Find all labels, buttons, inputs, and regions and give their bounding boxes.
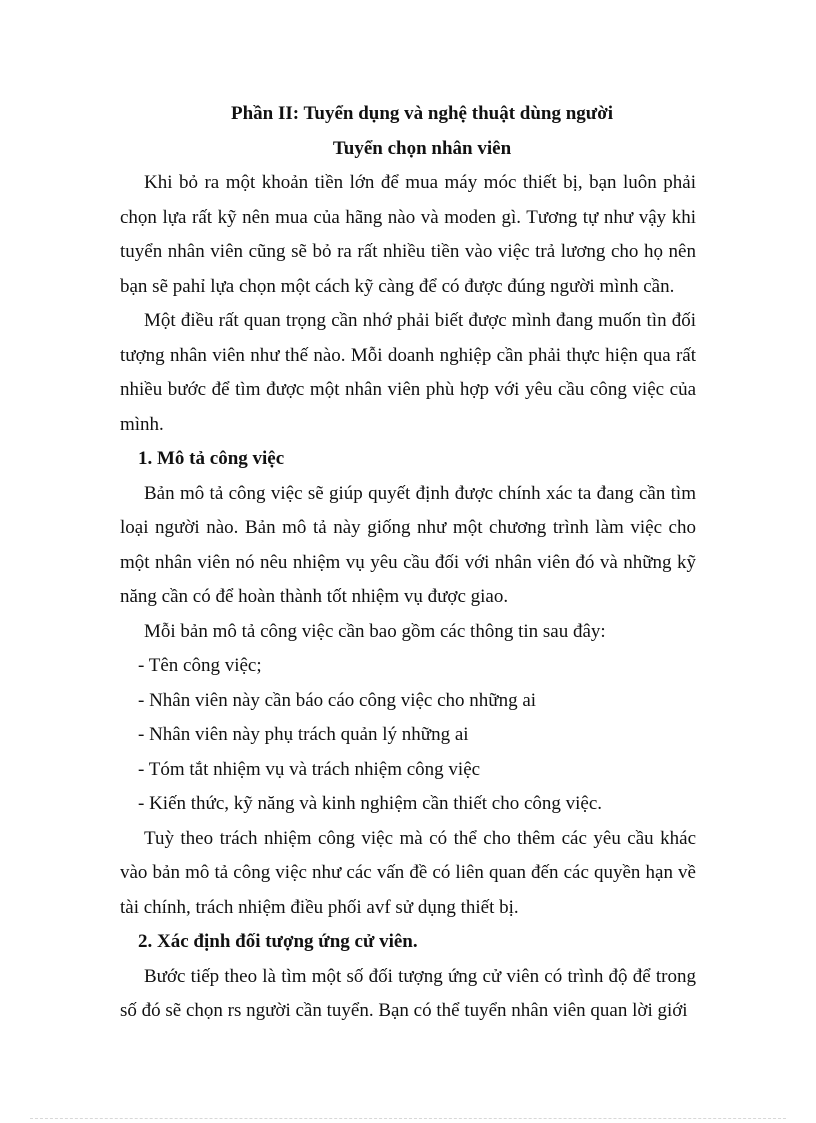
intro-paragraph: Khi bỏ ra một khoản tiền lớn để mua máy móc thiết bị, bạn luôn phải chọn lựa rất kỹ nên mua của hãng nào và moden gì. Tương tự như vậy khi tuyển nhân viên cũng sẽ bỏ ra rất nhiều tiền vào việc trả lương cho họ nên bạn sẽ pahỉ lựa chọn một cách kỹ càng để có được đúng người mình cần.: [120, 172, 696, 297]
section-heading-candidates: 2. Xác định đối tượng ứng cử viên.: [138, 931, 418, 952]
document-body: [120, 97, 696, 1029]
list-item: - Nhân viên này cần báo cáo công việc cho những ai: [138, 689, 537, 711]
list-item: - Nhân viên này phụ trách quản lý những ai: [138, 724, 469, 745]
page-title: Phần II: Tuyển dụng và nghệ thuật dùng người: [230, 103, 614, 124]
page-bottom-divider: [30, 1118, 786, 1119]
section2-paragraph: Bước tiếp theo là tìm một số đối tượng ứng cử viên có trình độ để trong số đó sẽ chọn rs người cần tuyển. Bạn có thể tuyển nhân viên quan lời giới: [120, 965, 696, 1021]
page-subtitle: Tuyển chọn nhân viên: [332, 137, 512, 159]
list-item: - Tên công việc;: [138, 655, 262, 676]
list-item: - Kiến thức, kỹ năng và kinh nghiệm cần thiết cho công việc.: [138, 793, 603, 814]
intro-paragraph: Một điều rất quan trọng cần nhớ phải biết được mình đang muốn tìn đối tượng nhân viên như thế nào. Mỗi doanh nghiệp cần phải thực hiện qua rất nhiều bước để tìm được một nhân viên phù hợp với yêu cầu công việc của mình.: [120, 310, 696, 435]
section1-paragraph: Mỗi bản mô tả công việc cần bao gồm các thông tin sau đây:: [144, 620, 606, 642]
section1-closing-paragraph: Tuỳ theo trách nhiệm công việc mà có thể cho thêm các yêu cầu khác vào bản mô tả công việc như các vấn đề có liên quan đến các quyền hạn về tài chính, trách nhiệm điều phối avf sử dụng thiết bị.: [120, 827, 696, 918]
list-item: - Tóm tắt nhiệm vụ và trách nhiệm công việc: [138, 758, 481, 780]
section-heading-job-description: 1. Mô tả công việc: [138, 448, 285, 469]
section1-paragraph: Bản mô tả công việc sẽ giúp quyết định được chính xác ta đang cần tìm loại người nào. Bản mô tả này giống như một chương trình làm việc cho một nhân viên nó nêu nhiệm vụ yêu cầu đối với nhân viên đó và những kỹ năng cần có để hoàn thành tốt nhiệm vụ được giao.: [120, 482, 696, 607]
